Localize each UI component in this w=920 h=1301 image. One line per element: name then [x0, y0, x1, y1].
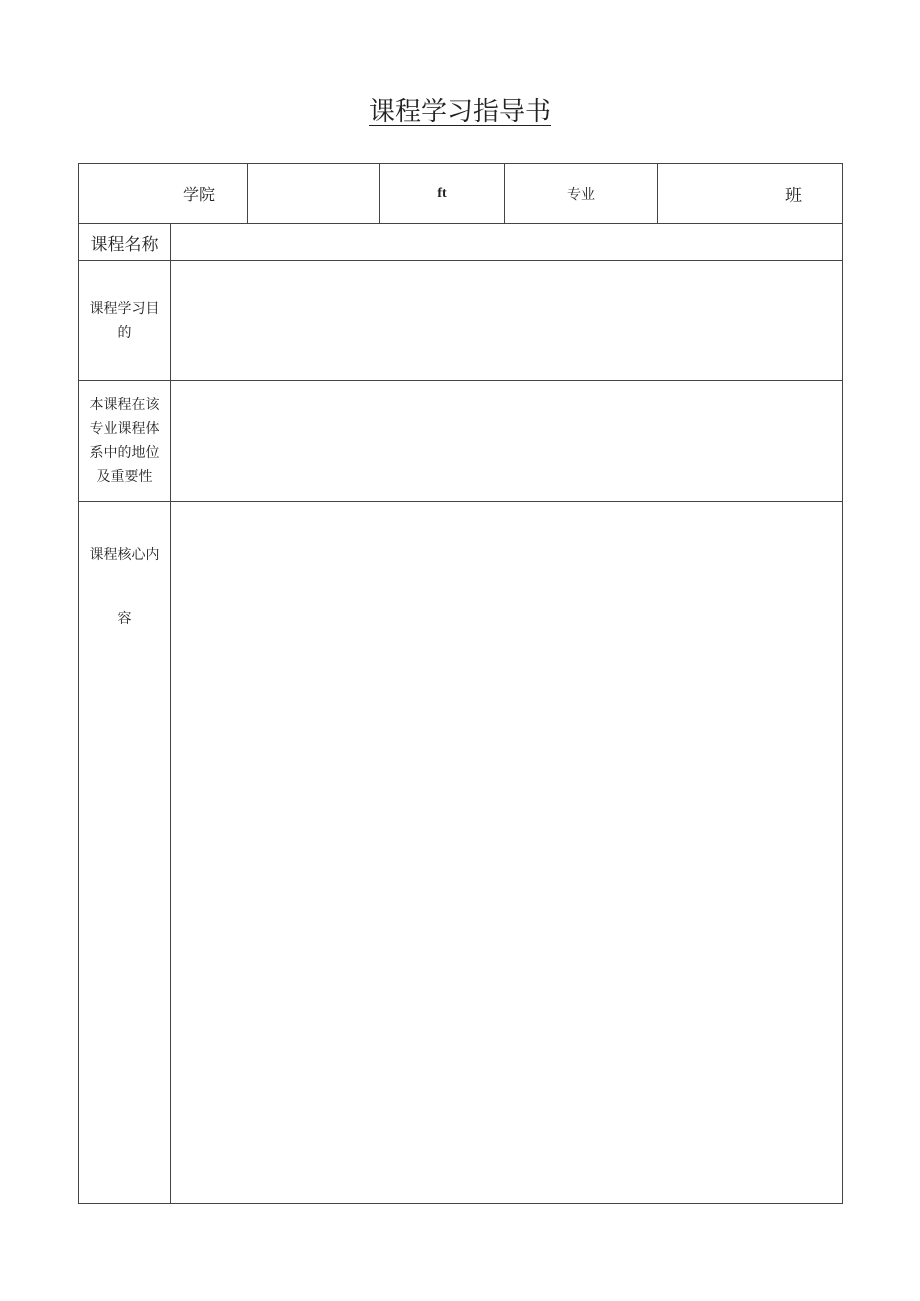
- core-content-label-line1: 课程核心内: [89, 547, 160, 563]
- course-name-label: 课程名称: [79, 224, 171, 261]
- header-row: [79, 164, 843, 224]
- college-value-cell[interactable]: [248, 164, 380, 224]
- core-content-value-cell[interactable]: [171, 502, 843, 1204]
- grade-label: ft: [380, 164, 505, 224]
- position-importance-value-cell[interactable]: [171, 381, 843, 502]
- learning-purpose-value-cell[interactable]: [171, 261, 843, 381]
- document-title: [0, 94, 920, 130]
- course-name-value-cell[interactable]: [171, 224, 843, 261]
- course-guide-form: [78, 163, 843, 1204]
- class-label: 班: [658, 164, 843, 224]
- college-label: 学院: [79, 164, 248, 224]
- core-content-row: [79, 502, 843, 1204]
- learning-purpose-row: [79, 261, 843, 381]
- position-importance-label: 本课程在该专业课程体系中的地位及重要性: [79, 381, 171, 502]
- major-label: 专业: [505, 164, 658, 224]
- core-content-label: [79, 502, 171, 1204]
- position-importance-row: [79, 381, 843, 502]
- learning-purpose-label: 课程学习目的: [79, 261, 171, 381]
- core-content-label-line2: 容: [117, 611, 132, 627]
- course-name-row: [79, 224, 843, 261]
- document-title-text: 课程学习指导书: [368, 97, 551, 127]
